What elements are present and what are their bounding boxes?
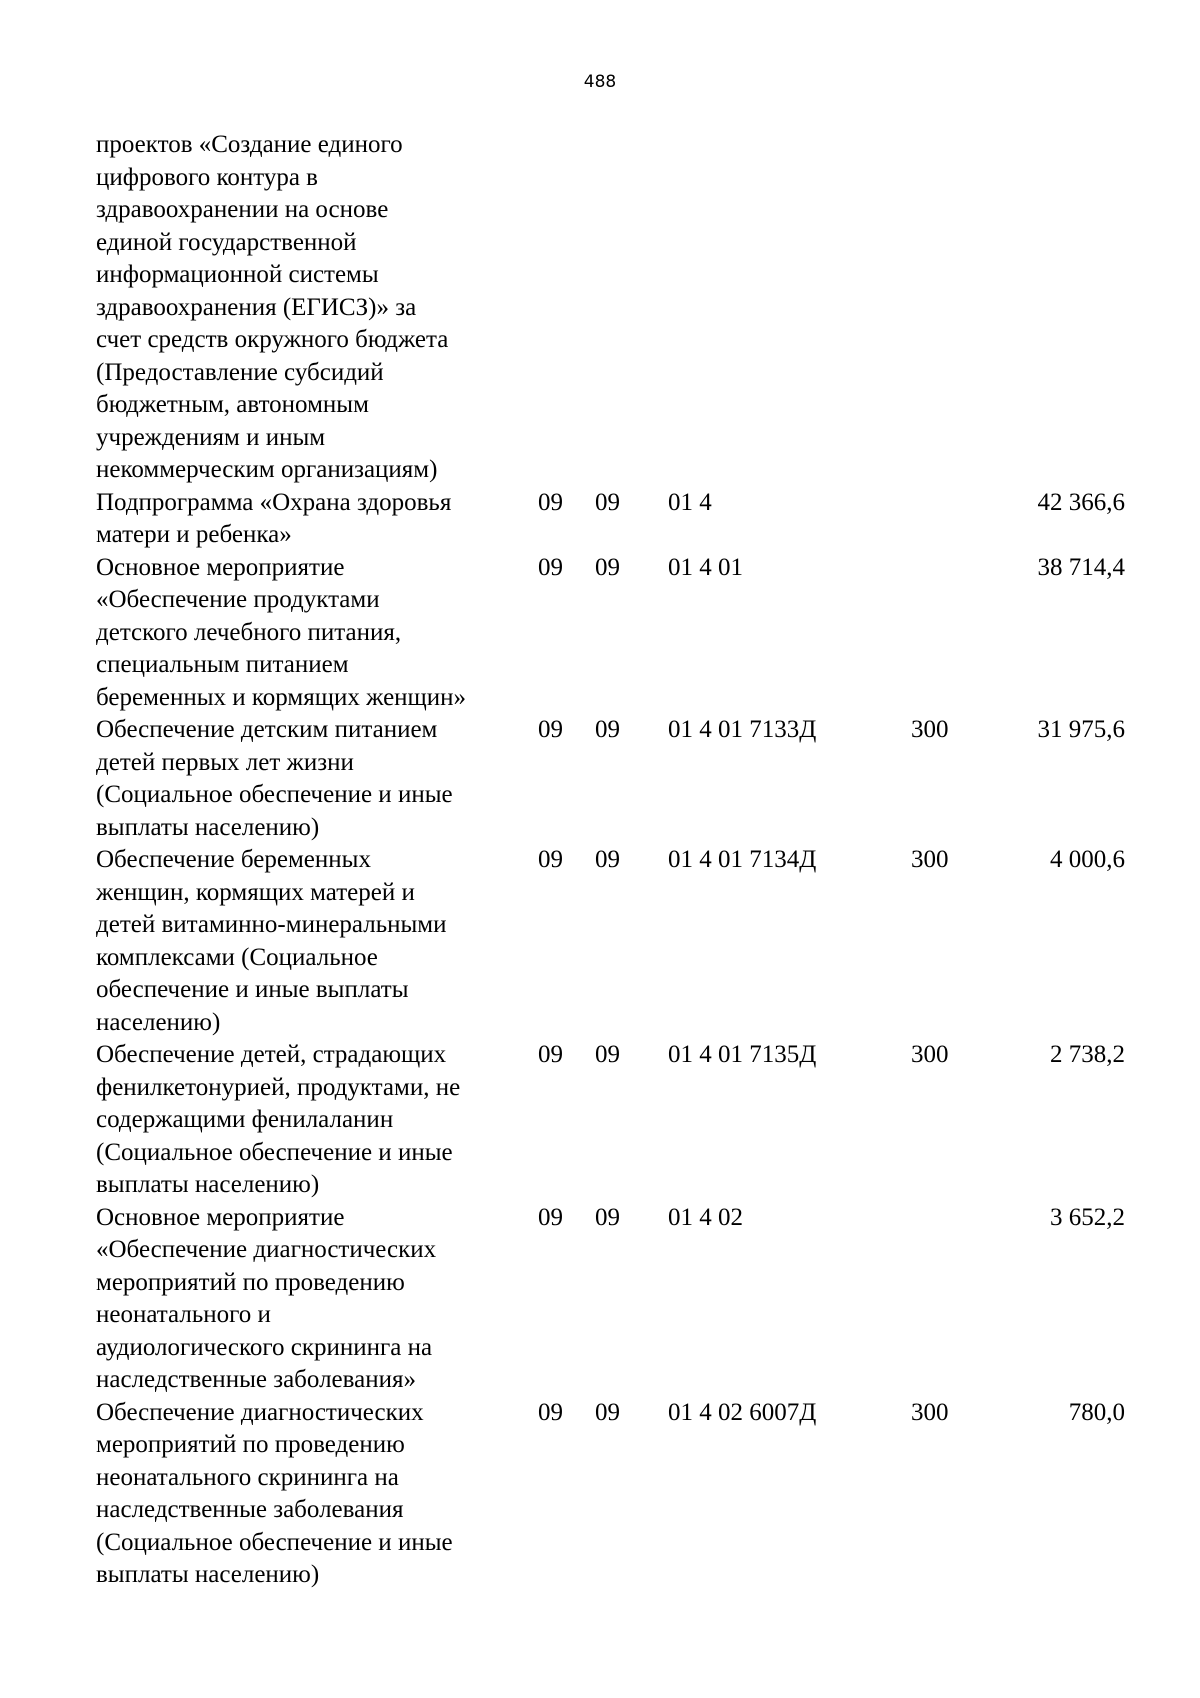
item-name-line: матери и ребенка» — [96, 521, 292, 548]
expense-type-cell — [911, 487, 1024, 552]
subsection-code-cell: 09 — [595, 846, 620, 873]
item-name-line: наследственные заболевания — [96, 1496, 404, 1523]
item-name-line: мероприятий по проведению — [96, 1431, 405, 1458]
budget-table-body — [96, 129, 1125, 1592]
expense-type-cell — [911, 1202, 1024, 1397]
subsection-code-cell: 09 — [595, 488, 620, 516]
item-name-line: Основное мероприятие — [96, 1203, 345, 1231]
subsection-code-cell: 09 — [595, 1398, 620, 1426]
item-name-line: учреждениям и иным — [96, 423, 326, 451]
item-name-cell — [96, 1039, 538, 1202]
item-name-line: неонатального и — [96, 1301, 271, 1328]
item-name-line: информационной системы — [96, 261, 379, 288]
item-name-line: единой государственной — [96, 228, 357, 256]
section-code-cell: 09 — [538, 488, 563, 516]
subsection-code-cell: 09 — [595, 716, 620, 743]
section-code-cell: 09 — [538, 1398, 563, 1426]
subsection-code-cell: 09 — [595, 553, 620, 581]
item-name-line: счет средств окружного бюджета — [96, 326, 449, 353]
item-name-line: содержащими фенилаланин — [96, 1106, 394, 1133]
item-name-line: беременных и кормящих женщин» — [96, 683, 467, 711]
item-name-line: Обеспечение диагностических — [96, 1398, 424, 1426]
item-name-line: мероприятий по проведению — [96, 1268, 405, 1296]
item-name-cell — [96, 714, 538, 844]
amount-cell: 42 366,6 — [1037, 488, 1125, 516]
target-article-cell: 01 4 02 — [668, 1203, 743, 1231]
item-name-line: здравоохранении на основе — [96, 196, 389, 223]
item-name-line: бюджетным, автономным — [96, 391, 369, 418]
item-name-line: выплаты населению) — [96, 1561, 320, 1588]
table-row — [96, 1397, 1125, 1592]
expense-type-cell: 300 — [911, 846, 949, 873]
page-number: 488 — [583, 72, 617, 92]
item-name-line: детей витаминно-минеральными — [96, 911, 447, 938]
item-name-line: выплаты населению) — [96, 813, 320, 841]
table-row — [96, 844, 1125, 1039]
amount-cell: 31 975,6 — [1037, 716, 1125, 743]
section-code-cell: 09 — [538, 1203, 563, 1231]
target-article-cell: 01 4 — [668, 488, 712, 516]
amount-cell: 38 714,4 — [1037, 553, 1125, 581]
item-name-line: женщин, кормящих матерей и — [96, 878, 415, 906]
section-code-cell — [538, 129, 595, 487]
item-name-line: неонатального скрининга на — [96, 1463, 399, 1491]
expense-type-cell: 300 — [911, 1041, 949, 1068]
table-row — [96, 1202, 1125, 1397]
amount-cell: 4 000,6 — [1050, 846, 1125, 873]
item-name-line: комплексами (Социальное — [96, 943, 378, 971]
amount-cell: 3 652,2 — [1050, 1203, 1125, 1231]
item-name-cell — [96, 1202, 538, 1397]
expense-type-cell — [911, 129, 1024, 487]
section-code-cell: 09 — [538, 846, 563, 873]
item-name-line: населению) — [96, 1008, 221, 1036]
item-name-line: (Предоставление субсидий — [96, 358, 384, 386]
item-name-line: обеспечение и иные выплаты — [96, 976, 409, 1003]
table-row — [96, 552, 1125, 715]
item-name-line: (Социальное обеспечение и иные — [96, 1528, 453, 1556]
section-code-cell: 09 — [538, 716, 563, 743]
target-article-cell: 01 4 02 6007Д — [668, 1398, 817, 1426]
item-name-line: аудиологического скрининга на — [96, 1333, 433, 1361]
item-name-cell — [96, 487, 538, 552]
expense-type-cell: 300 — [911, 1398, 949, 1426]
item-name-line: специальным питанием — [96, 651, 349, 678]
section-code-cell: 09 — [538, 1041, 563, 1068]
item-name-line: Обеспечение детским питанием — [96, 716, 438, 743]
item-name-line: детей первых лет жизни — [96, 748, 354, 776]
item-name-line: некоммерческим организациям) — [96, 456, 438, 483]
item-name-cell — [96, 1397, 538, 1592]
section-code-cell: 09 — [538, 553, 563, 581]
table-row — [96, 1039, 1125, 1202]
item-name-line: проектов «Создание единого — [96, 131, 403, 158]
subsection-code-cell: 09 — [595, 1203, 620, 1231]
item-name-line: Обеспечение детей, страдающих — [96, 1041, 447, 1068]
item-name-line: фенилкетонурией, продуктами, не — [96, 1073, 461, 1101]
item-name-line: детского лечебного питания, — [96, 618, 402, 646]
table-row — [96, 714, 1125, 844]
target-article-cell — [668, 129, 911, 487]
table-row — [96, 487, 1125, 552]
item-name-line: здравоохранения (ЕГИСЗ)» за — [96, 293, 417, 321]
item-name-line: цифрового контура в — [96, 163, 318, 191]
item-name-line: выплаты населению) — [96, 1171, 320, 1198]
budget-table — [96, 129, 1125, 1592]
target-article-cell: 01 4 01 7134Д — [668, 846, 817, 873]
amount-cell — [1024, 129, 1125, 487]
item-name-cell — [96, 129, 538, 487]
table-row — [96, 129, 1125, 487]
item-name-line: (Социальное обеспечение и иные — [96, 1138, 453, 1166]
item-name-line: Основное мероприятие — [96, 553, 345, 581]
item-name-line: Подпрограмма «Охрана здоровья — [96, 488, 452, 516]
item-name-line: «Обеспечение продуктами — [96, 586, 380, 613]
amount-cell: 2 738,2 — [1050, 1041, 1125, 1068]
amount-cell: 780,0 — [1068, 1398, 1125, 1426]
item-name-cell — [96, 552, 538, 715]
item-name-line: (Социальное обеспечение и иные — [96, 781, 453, 808]
item-name-cell — [96, 844, 538, 1039]
expense-type-cell: 300 — [911, 716, 949, 743]
subsection-code-cell — [595, 129, 668, 487]
target-article-cell: 01 4 01 7135Д — [668, 1041, 817, 1068]
item-name-line: наследственные заболевания» — [96, 1366, 416, 1393]
subsection-code-cell: 09 — [595, 1041, 620, 1068]
item-name-line: Обеспечение беременных — [96, 846, 371, 873]
item-name-line: «Обеспечение диагностических — [96, 1236, 437, 1263]
target-article-cell: 01 4 01 7133Д — [668, 716, 817, 743]
expense-type-cell — [911, 552, 1024, 715]
target-article-cell: 01 4 01 — [668, 553, 743, 581]
